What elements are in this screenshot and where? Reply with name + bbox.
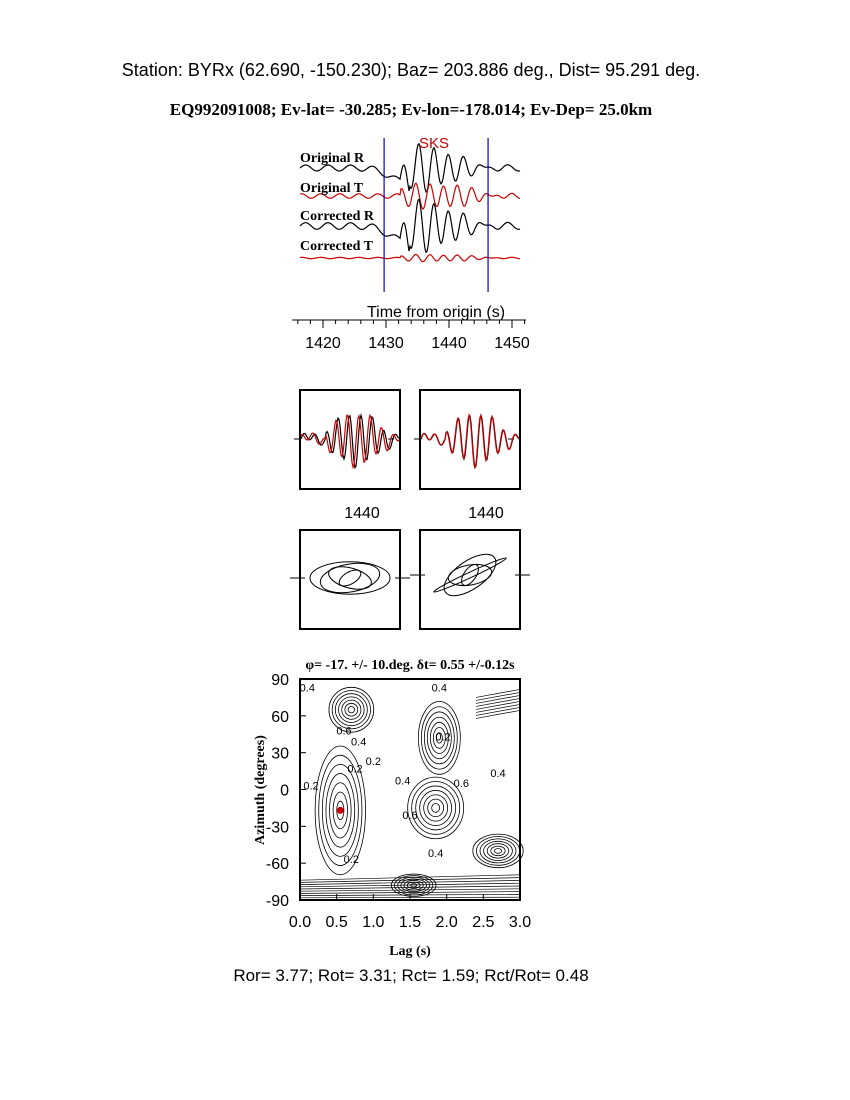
contour-label: 0.4 [351,736,367,749]
contour-label: 0.2 [365,755,381,768]
ratio-summary: Ror= 3.77; Rot= 3.31; Rct= 1.59; Rct/Rot= 0.48 [233,966,589,985]
contour-label: 0.2 [303,780,319,793]
lag-tick-label: 1.0 [362,914,385,931]
time-tick-label: 1440 [431,335,467,352]
lag-tick-labels [289,914,531,931]
contour-label: 0.6 [402,809,418,822]
contour-label: 0.6 [336,725,352,738]
time-tick-label: 1430 [368,335,404,352]
contour-label: 0.4 [431,682,447,695]
azimuth-tick-label: 0 [280,782,289,800]
particle-motion-panels [290,530,530,629]
seismogram-trace [300,255,520,262]
azimuth-tick-label: 60 [271,708,289,726]
particle-motion-loop [310,562,390,594]
lag-tick-label: 0.0 [288,914,312,931]
contour-label: 0.2 [435,731,451,744]
waveform-tick-label-left: 1440 [344,505,380,522]
particle-motion-loop [437,546,502,603]
lag-axis-label: Lag (s) [389,944,431,959]
particle-motion-loop [447,561,494,588]
waveform-comparison-panels [294,390,526,522]
event-info: EQ992091008; Ev-lat= -30.285; Ev-lon=-178.014; Ev-Dep= 25.0km [169,100,653,119]
azimuth-tick-label: -90 [265,893,289,910]
lag-tick-label: 2.5 [472,914,495,931]
waveform-trace-shifted [301,415,399,467]
contour-label: 0.4 [428,848,444,861]
particle-motion-right [410,546,530,603]
time-tick-label: 1450 [494,335,530,352]
azimuth-tick-label: -60 [265,856,289,874]
particle-motion-left [290,559,410,597]
seismogram-panel [292,135,530,352]
lag-tick-label: 0.5 [325,914,348,931]
series-label-original-t: Original T [300,181,364,196]
energy-grid-panel [253,658,531,959]
series-label-original-r: Original R [300,151,365,166]
particle-box-right [420,530,520,629]
time-axis-ticks [298,320,525,328]
waveform-traces-right [414,415,526,468]
azimuth-tick-label: 90 [271,672,289,689]
waveform-trace-shifted [421,415,519,468]
phase-label: SKS [419,135,450,152]
contour-label: 0.2 [347,763,363,776]
lag-tick-label: 2.0 [435,914,458,931]
energy-grid-title: φ= -17. +/- 10.deg. δt= 0.55 +/-0.12s [305,658,515,673]
best-fit-marker [337,807,344,814]
time-axis-label: Time from origin (s) [366,304,506,321]
contour-label: 0.4 [299,682,315,695]
lag-tick-label: 3.0 [508,914,532,931]
time-tick-label: 1420 [305,335,341,352]
azimuth-tick-label: 30 [271,745,289,763]
contour-label: 0.4 [395,775,411,788]
contour-label: 0.2 [343,854,359,867]
series-label-corrected-r: Corrected R [300,209,374,224]
particle-motion-loop [326,563,374,594]
particle-motion-loop [458,562,482,589]
particle-box-left [300,530,400,629]
contour-label: 0.4 [490,768,506,781]
waveform-box-right [420,390,520,489]
azimuth-tick-label: -30 [265,819,289,837]
azimuth-axis-label: Azimuth (degrees) [253,735,268,845]
waveform-traces-left [294,415,406,468]
series-label-corrected-t: Corrected T [300,239,373,254]
contour-label: 0.6 [453,778,469,791]
lag-tick-label: 1.5 [398,914,422,931]
waveform-tick-label-right: 1440 [468,505,504,522]
azimuth-tick-labels [266,672,289,910]
station-info: Station: BYRx (62.690, -150.230); Baz= 203.886 deg., Dist= 95.291 deg. [121,60,701,80]
